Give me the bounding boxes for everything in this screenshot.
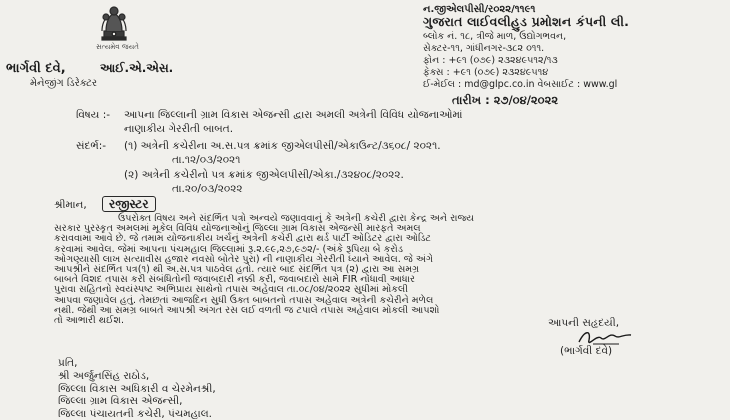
body-line: કરાવવામાં આવે છે. જે તમામ યોજનાકીય ખર્ચનું અત્રેની કચેરી દ્વારા થર્ડ પાર્ટી ઓડિટર દ્વારા ઓડિટ bbox=[54, 233, 432, 245]
subject-label: વિષય :- bbox=[76, 109, 111, 121]
salutation: શ્રીમાન, bbox=[54, 199, 87, 211]
reference-1-date: તા.૧૨/૦૩/૨૦૨૧ bbox=[172, 154, 241, 166]
letter-date: તારીખ : ૨૭/૦૪/૨૦૨૨ bbox=[452, 93, 559, 107]
organization-name: ગુજરાત લાઈવલીહુડ પ્રમોશન કંપની લી. bbox=[423, 14, 630, 29]
subject-line-1: આપના જિલ્લાની ગ્રામ વિકાસ એજન્સી દ્વારા અમલી અત્રેની વિવિધ યોજનાઓમાં bbox=[124, 109, 463, 121]
body-line: પુરાવા સહિતનો સ્વયંસ્પષ્ટ અભિપ્રાય સાથેનો તપાસ અહેવાલ તા.૦૮/૦૪/૨૦૨૨ સુધીમાં મોકલી bbox=[54, 284, 409, 296]
reference-2-date: તા.૨૦/૦૩/૨૦૨૨ bbox=[172, 183, 243, 195]
subject-line-2: નાણાકીય ગેરરીતી બાબત. bbox=[124, 123, 234, 135]
address-line-1: બ્લોક નં. ૧૮, ત્રીજે માળ, ઉદ્યોગભવન, bbox=[423, 31, 567, 42]
address-line-2: સેક્ટર-૧૧, ગાંધીનગર-૩૮૨ ૦૧૧. bbox=[423, 43, 545, 54]
body-line: સરકાર પુરસ્કૃત અમલમાં મૂકેલ વિવિધ યોજનાઓનું જિલ્લા ગ્રામ વિકાસ એજન્સી મારફતે અમલ bbox=[54, 223, 421, 235]
body-line: બાબતે વિશદ તપાસ કરી સંબંધિતોની જવાબદારી નક્કી કરી, જવાબદારો સામે FIR નોંધાવી આધાર bbox=[54, 274, 415, 286]
fax-number: ફેક્સ : +૯૧ (૦૭૯) ૨૩૨૪૯૫૧૪ bbox=[423, 67, 549, 78]
recipient-line: જિલ્લા પંચાયતની કચેરી, પંચમહાલ. bbox=[58, 407, 212, 420]
email-website: ઈ-મેઈલ : md@glpc.co.in વેબસાઈટ : www.gl bbox=[423, 79, 618, 90]
reference-1: (૧) અત્રેની કચેરીના અ.સ.પત્ર ક્રમાંક જીએલપીસી/એકાઉન્ટ/૩૬૦૮/ ૨૦૨૧. bbox=[124, 140, 441, 152]
recipient-line: શ્રી અર્જુનસિંહ રાઠોડ, bbox=[58, 370, 150, 382]
closing: આપની સહૃદયી, bbox=[548, 317, 620, 329]
body-line: ઓગણ્યાસી લાખ સત્યાવીસ હજાર નવસો બોતેર પુરા) ની નાણાકીય ગેરરીતી ધ્યાને આવેલ. જે અંગે bbox=[54, 253, 434, 265]
officer-title: મેનેજીંગ ડિરેક્ટર bbox=[30, 78, 98, 89]
body-line: આપવા જણાવેલ હતું. તેમછતાં આજદિન સુધી ઉક્ત બાબતનો તપાસ અહેવાલ અત્રેની કચેરીને મળેલ bbox=[54, 294, 434, 306]
body-line: કરવામાં આવેલ. જેમાં આપના પંચમહાલ જિલ્લામાં રૂ.૨.૯૯,૨૭,૯૭૨/- (અંકે રૂપિયા બે કરોડ bbox=[54, 243, 404, 255]
body-line: તો આભારી થઈશ. bbox=[54, 315, 125, 326]
reference-2: (૨) અત્રેની કચેરીનો પત્ર ક્રમાંક જીએલપીસી/એકા./૩૨૪૦૮/૨૦૨૨. bbox=[124, 169, 404, 181]
officer-name: ભાર્ગવી દવે, bbox=[6, 61, 66, 76]
officer-cadre: આઈ.એ.એસ. bbox=[100, 61, 174, 75]
registered-post-stamp: રજીસ્ટર bbox=[102, 196, 156, 212]
reference-number: ન.જીએલપીસી/ર૦૨૨/૧૧૯૧ bbox=[423, 4, 536, 15]
body-line: નથી. જેથી આ સમગ્ર બાબતે આપશ્રી અંગત રસ લઈ વળતી જ ટપાલે તપાસ અહેવાલ મોકલી આપશો bbox=[54, 304, 440, 316]
recipient-line: જિલ્લા ગ્રામ વિકાસ એજન્સી, bbox=[58, 395, 183, 407]
phone-number: ફોન : +૯૧ (૦૭૯) ૨૩૨૪૯૫૧૨/૧૩ bbox=[423, 55, 558, 66]
reference-label: સંદર્ભ:- bbox=[76, 140, 107, 152]
emblem-caption: સત્યમેવ જયતે bbox=[96, 43, 139, 51]
body-line: આપશ્રીને સંદર્ભિત પત્ર(૧) થી અ.સ.પત્ર પાઠવેલ હતો. ત્યાર બાદ સંદર્ભિત પત્ર (૨) દ્વારા આ સમગ્ર bbox=[54, 264, 420, 275]
body-line: ઉપરોક્ત વિષય અને સંદર્ભિત પત્રો અન્વયે જણાવવાનું કે અત્રેની કચેરી દ્વારા કેન્દ્ર અને રાજ્ય bbox=[118, 213, 475, 224]
signature-name: (ભાર્ગવી દવે) bbox=[560, 345, 613, 357]
recipient-line: જિલ્લા વિકાસ અધિકારી વ ચેરમેનશ્રી, bbox=[58, 382, 216, 395]
to-label: પ્રતિ, bbox=[58, 357, 78, 369]
